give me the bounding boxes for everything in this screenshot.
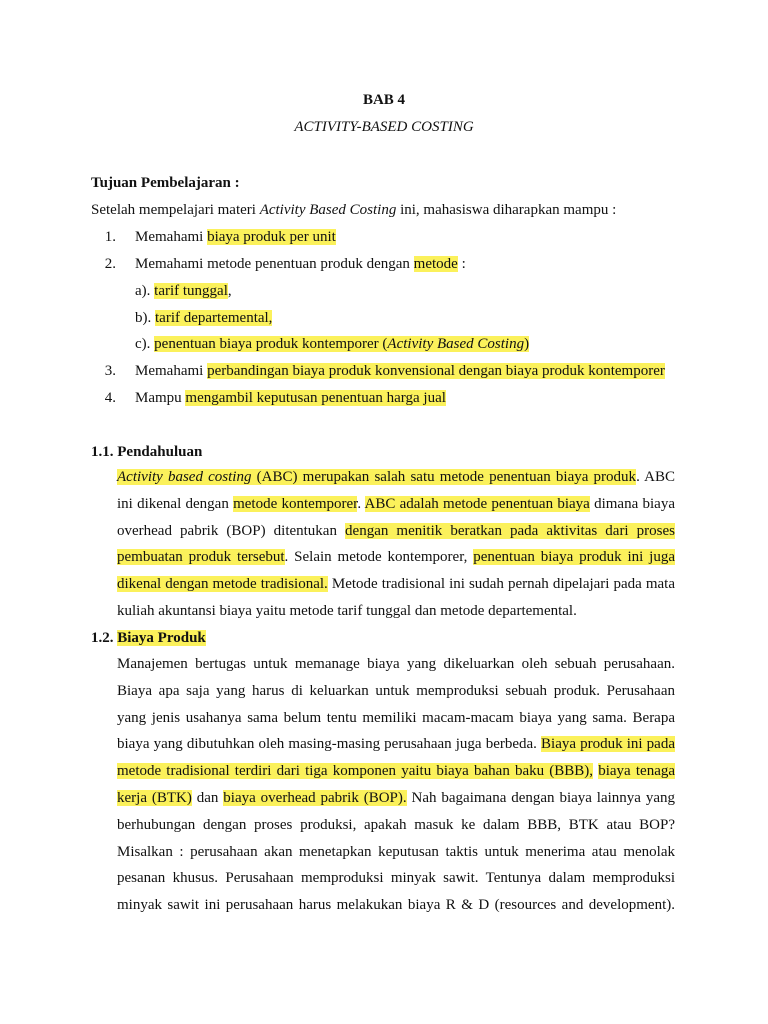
objectives-heading: Tujuan Pembelajaran : [91, 175, 240, 191]
section-heading: 1.2. Biaya Produk [91, 630, 206, 646]
objective-subitem: b). tarif departemental, [135, 310, 273, 326]
chapter-label: BAB 4 [362, 92, 406, 108]
chapter-title: ACTIVITY-BASED COSTING [294, 119, 474, 135]
section-paragraph: Activity based costing (ABC) merupakan salah satu metode penentuan biaya produk. ABC ini dikenal dengan metode kontemporer. ABC adalah metode penentuan biaya dimana biaya overhead pabrik (BOP) ditentukan dengan menitik beratkan pada aktivitas dari proses pembuatan produk tersebut. Selain metode kontemporer, penentuan biaya produk ini juga dikenal dengan metode tradisional. Metode tradisional ini sudah pernah dipelajari pada mata kuliah akuntansi biaya yaitu metode tarif tunggal dan metode departemental. [117, 469, 676, 619]
document-page: BAB 4 ACTIVITY-BASED COSTING Tujuan Pembelajaran : Setelah mempelajari materi Activity Based Costing ini, mahasiswa diharapkan mampu : 1. Memahami biaya produk per unit 2. Memahami metode penentuan produk dengan metode : a). tarif tunggal, b). tarif departemental, c). penentuan biaya produk kontemporer (Activity Based Costing) 3. Memahami perbandingan biaya produk konvensional dengan biaya produk kontemporer 4. Mampu mengambil keputusan penentuan harga jual 1.1. Pendahuluan Activity based costing (ABC) merupakan salah satu metode penentuan biaya produk. ABC ini dikenal dengan metode kontemporer. ABC adalah metode penentuan biaya dimana biaya overhead pabrik (BOP) ditentukan dengan menitik beratkan pada aktivitas dari proses pembuatan produk tersebut. Selain metode kontemporer, penentuan biaya produk ini juga dikenal dengan metode tradisional. Metode tradisional ini sudah pernah dipelajari pada mata kuliah akuntansi biaya yaitu metode tarif tunggal dan metode departemental. 1.2. Biaya Produk Manajemen bertugas untuk memanage biaya yang dikeluarkan oleh sebuah perusahaan. Biaya apa saja yang harus di keluarkan untuk memproduksi sebuah produk. Perusahaan yang jenis usahanya sama belum tentu memiliki macam-macam biaya yang sama. Berapa biaya yang dibutuhkan oleh masing-masing perusahaan juga berbeda. Biaya produk ini pada metode tradisional terdiri dari tiga komponen yaitu biaya bahan baku (BBB), biaya tenaga kerja (BTK) dan biaya overhead pabrik (BOP). Nah bagaimana dengan biaya lainnya yang berhubungan dengan proses produksi, apakah masuk ke dalam BBB, BTK atau BOP? Misalkan : perusahaan akan menetapkan keputusan taktis untuk menerima atau menolak pesanan khusus. Perusahaan memproduksi minyak sawit. Tentunya dalam memproduksi minyak sawit ini perusahaan harus melakukan biaya R & D (resources and development). [0, 0, 768, 1024]
objectives-intro: Setelah mempelajari materi Activity Based Costing ini, mahasiswa diharapkan mampu : [91, 202, 617, 218]
section-paragraph: Manajemen bertugas untuk memanage biaya yang dikeluarkan oleh sebuah perusahaan. Biaya apa saja yang harus di keluarkan untuk memproduksi sebuah produk. Perusahaan yang jenis usahanya sama belum tentu memiliki macam-macam biaya yang sama. Berapa biaya yang dibutuhkan oleh masing-masing perusahaan juga berbeda. Biaya produk ini pada metode tradisional terdiri dari tiga komponen yaitu biaya bahan baku (BBB), biaya tenaga kerja (BTK) dan biaya overhead pabrik (BOP). Nah bagaimana dengan biaya lainnya yang berhubungan dengan proses produksi, apakah masuk ke dalam BBB, BTK atau BOP? Misalkan : perusahaan akan menetapkan keputusan taktis untuk menerima atau menolak pesanan khusus. Perusahaan memproduksi minyak sawit. Tentunya dalam memproduksi minyak sawit ini perusahaan harus melakukan biaya R & D (resources and development). [117, 656, 676, 914]
objective-subitem: c). penentuan biaya produk kontemporer (Activity Based Costing) [135, 336, 530, 352]
objective-subitem: a). tarif tunggal, [135, 283, 232, 299]
section-heading: 1.1. Pendahuluan [91, 444, 203, 460]
